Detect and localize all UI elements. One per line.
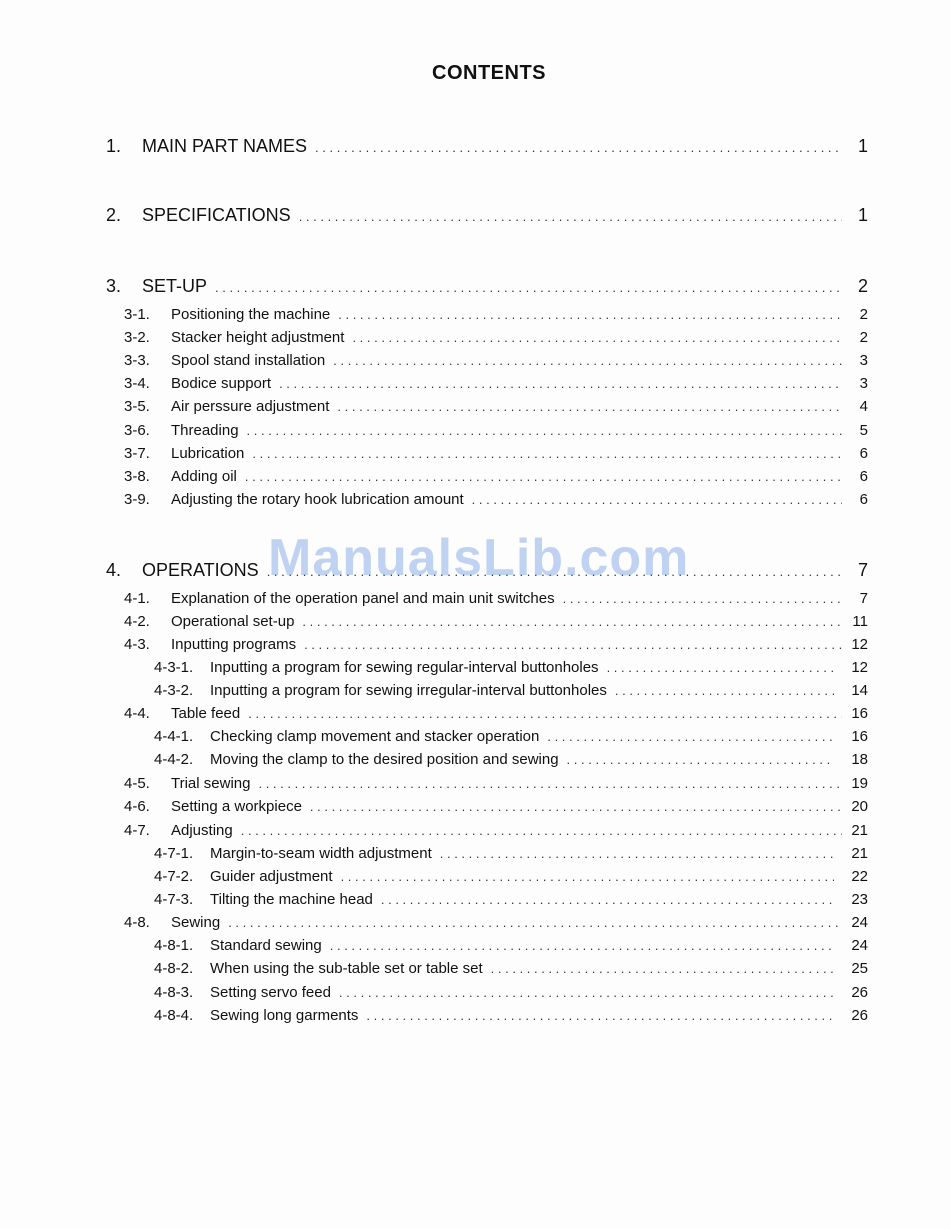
- toc-entry: [154, 682, 868, 699]
- toc-entry: [124, 329, 868, 346]
- toc-entry: [124, 822, 868, 839]
- page-number: 19: [851, 775, 868, 792]
- page-number: 21: [851, 845, 868, 862]
- toc-entry: [154, 937, 868, 954]
- section-title: Stacker height adjustment: [171, 329, 345, 346]
- section-title: Trial sewing: [171, 775, 251, 792]
- page-number: 14: [851, 682, 868, 699]
- toc-entry: [124, 775, 868, 792]
- section-number: 4-7-3.: [154, 891, 194, 908]
- page-number: 5: [859, 422, 868, 439]
- page-number: 16: [851, 705, 868, 722]
- page-number: 24: [851, 914, 868, 931]
- section-number: 4-8-2.: [154, 960, 194, 977]
- dot-leader: [241, 823, 842, 838]
- section-title: Adjusting: [171, 822, 233, 839]
- section-title: Inputting programs: [171, 636, 297, 653]
- section-title: Lubrication: [171, 445, 245, 462]
- dot-leader: [547, 729, 834, 744]
- toc-entry: [124, 445, 868, 462]
- section-title: Checking clamp movement and stacker operation: [210, 728, 540, 745]
- page-number: 26: [851, 1007, 868, 1024]
- page-number: 16: [851, 728, 868, 745]
- toc-entry: [154, 868, 868, 885]
- toc-entry: [124, 306, 868, 323]
- page-number: 3: [859, 352, 868, 369]
- page-number: 1: [857, 136, 868, 156]
- dot-leader: [381, 892, 834, 907]
- dot-leader: [304, 637, 842, 652]
- page-number: 4: [859, 398, 868, 415]
- toc-entry: [124, 422, 868, 439]
- dot-leader: [366, 1008, 834, 1023]
- section-number: 3-9.: [124, 491, 150, 508]
- page-number: 12: [851, 659, 868, 676]
- dot-leader: [333, 353, 842, 368]
- section-title: Setting servo feed: [210, 984, 331, 1001]
- toc-entry: [124, 398, 868, 415]
- watermark: ManualsLib.com: [268, 529, 690, 587]
- section-title: OPERATIONS: [142, 560, 259, 580]
- section-title: Inputting a program for sewing regular-interval buttonholes: [210, 659, 599, 676]
- section-title: Spool stand installation: [171, 352, 326, 369]
- page-title: CONTENTS: [432, 62, 546, 84]
- section-number: 1.: [106, 136, 122, 156]
- toc-entry: [124, 468, 868, 485]
- page-number: 2: [857, 276, 868, 296]
- section-number: 4-8-3.: [154, 984, 194, 1001]
- section-title: Margin-to-seam width adjustment: [210, 845, 432, 862]
- toc-entry: [124, 375, 868, 392]
- dot-leader: [267, 564, 842, 579]
- dot-leader: [337, 399, 842, 414]
- toc-entry: [124, 590, 868, 607]
- section-number: 3-2.: [124, 329, 150, 346]
- toc-entry: [124, 705, 868, 722]
- dot-leader: [258, 776, 842, 791]
- page-number: 6: [859, 468, 868, 485]
- section-title: Standard sewing: [210, 937, 322, 954]
- dot-leader: [299, 209, 842, 224]
- dot-leader: [615, 683, 834, 698]
- section-title: Sewing long garments: [210, 1007, 359, 1024]
- toc-entry: [154, 1007, 868, 1024]
- page-number: 6: [859, 445, 868, 462]
- section-number: 4-3-1.: [154, 659, 194, 676]
- page-number: 23: [851, 891, 868, 908]
- toc-entry: [106, 276, 868, 297]
- section-title: Operational set-up: [171, 613, 295, 630]
- section-number: 4-7-2.: [154, 868, 194, 885]
- dot-leader: [440, 846, 834, 861]
- section-number: 3-7.: [124, 445, 150, 462]
- section-title: Air perssure adjustment: [171, 398, 330, 415]
- toc-entry: [154, 845, 868, 862]
- section-title: Sewing: [171, 914, 221, 931]
- section-number: 3-1.: [124, 306, 150, 323]
- page-number: 2: [859, 329, 868, 346]
- section-title: Adding oil: [171, 468, 237, 485]
- section-number: 4-8-4.: [154, 1007, 194, 1024]
- toc-entry: [106, 560, 868, 581]
- toc-entry: [124, 613, 868, 630]
- section-number: 3.: [106, 276, 122, 296]
- page-number: 24: [851, 937, 868, 954]
- section-title: Explanation of the operation panel and main unit switches: [171, 590, 555, 607]
- dot-leader: [228, 915, 842, 930]
- toc-entry: [154, 960, 868, 977]
- section-number: 4-7-1.: [154, 845, 194, 862]
- page-number: 7: [857, 560, 868, 580]
- page-number: 12: [851, 636, 868, 653]
- toc-entry: [106, 136, 868, 157]
- section-title: Adjusting the rotary hook lubrication amount: [171, 491, 464, 508]
- section-title: MAIN PART NAMES: [142, 136, 308, 156]
- page-number: 3: [859, 375, 868, 392]
- dot-leader: [248, 706, 842, 721]
- toc-entry: [124, 491, 868, 508]
- toc-entry: [154, 751, 868, 768]
- section-number: 3-5.: [124, 398, 150, 415]
- section-number: 3-8.: [124, 468, 150, 485]
- section-title: Positioning the machine: [171, 306, 331, 323]
- section-title: Setting a workpiece: [171, 798, 302, 815]
- section-number: 4-4-1.: [154, 728, 194, 745]
- section-number: 3-3.: [124, 352, 150, 369]
- dot-leader: [252, 446, 842, 461]
- page-number: 26: [851, 984, 868, 1001]
- section-title: Threading: [171, 422, 239, 439]
- section-number: 4-8.: [124, 914, 150, 931]
- section-title: Bodice support: [171, 375, 272, 392]
- dot-leader: [215, 280, 842, 295]
- section-number: 4-1.: [124, 590, 150, 607]
- section-title: When using the sub-table set or table set: [210, 960, 483, 977]
- toc-entry: [124, 636, 868, 653]
- section-number: 4-8-1.: [154, 937, 194, 954]
- dot-leader: [341, 869, 834, 884]
- page-number: 20: [851, 798, 868, 815]
- section-number: 4-5.: [124, 775, 150, 792]
- page-number: 22: [851, 868, 868, 885]
- toc-entry: [124, 914, 868, 931]
- page-number: 18: [851, 751, 868, 768]
- dot-leader: [567, 752, 834, 767]
- section-number: 3-6.: [124, 422, 150, 439]
- dot-leader: [247, 423, 842, 438]
- page-number: 7: [859, 590, 868, 607]
- dot-leader: [352, 330, 842, 345]
- page-number: 1: [857, 205, 868, 225]
- section-number: 4-6.: [124, 798, 150, 815]
- page-number: 25: [851, 960, 868, 977]
- section-number: 2.: [106, 205, 122, 225]
- section-title: SPECIFICATIONS: [142, 205, 291, 225]
- dot-leader: [315, 140, 842, 155]
- section-title: Tilting the machine head: [210, 891, 373, 908]
- dot-leader: [339, 985, 834, 1000]
- section-title: Inputting a program for sewing irregular-interval buttonholes: [210, 682, 607, 699]
- dot-leader: [279, 376, 842, 391]
- dot-leader: [302, 614, 842, 629]
- section-title: SET-UP: [142, 276, 208, 296]
- toc-entry: [154, 728, 868, 745]
- dot-leader: [310, 799, 842, 814]
- section-number: 4-4-2.: [154, 751, 194, 768]
- section-number: 3-4.: [124, 375, 150, 392]
- section-title: Guider adjustment: [210, 868, 333, 885]
- section-title: Moving the clamp to the desired position and sewing: [210, 751, 559, 768]
- toc-entry: [154, 984, 868, 1001]
- toc-entry: [106, 205, 868, 226]
- toc-entry: [154, 891, 868, 908]
- toc-entry: [154, 659, 868, 676]
- dot-leader: [472, 492, 842, 507]
- page-number: 21: [851, 822, 868, 839]
- dot-leader: [607, 660, 834, 675]
- section-number: 4-2.: [124, 613, 150, 630]
- page-number: 11: [852, 613, 868, 630]
- dot-leader: [491, 961, 834, 976]
- toc-entry: [124, 798, 868, 815]
- page-number: 2: [859, 306, 868, 323]
- section-number: 4-3.: [124, 636, 150, 653]
- dot-leader: [563, 591, 842, 606]
- dot-leader: [245, 469, 842, 484]
- section-title: Table feed: [171, 705, 241, 722]
- page-number: 6: [859, 491, 868, 508]
- section-number: 4.: [106, 560, 122, 580]
- toc-entry: [124, 352, 868, 369]
- dot-leader: [330, 938, 834, 953]
- section-number: 4-4.: [124, 705, 150, 722]
- section-number: 4-7.: [124, 822, 150, 839]
- dot-leader: [338, 307, 842, 322]
- section-number: 4-3-2.: [154, 682, 194, 699]
